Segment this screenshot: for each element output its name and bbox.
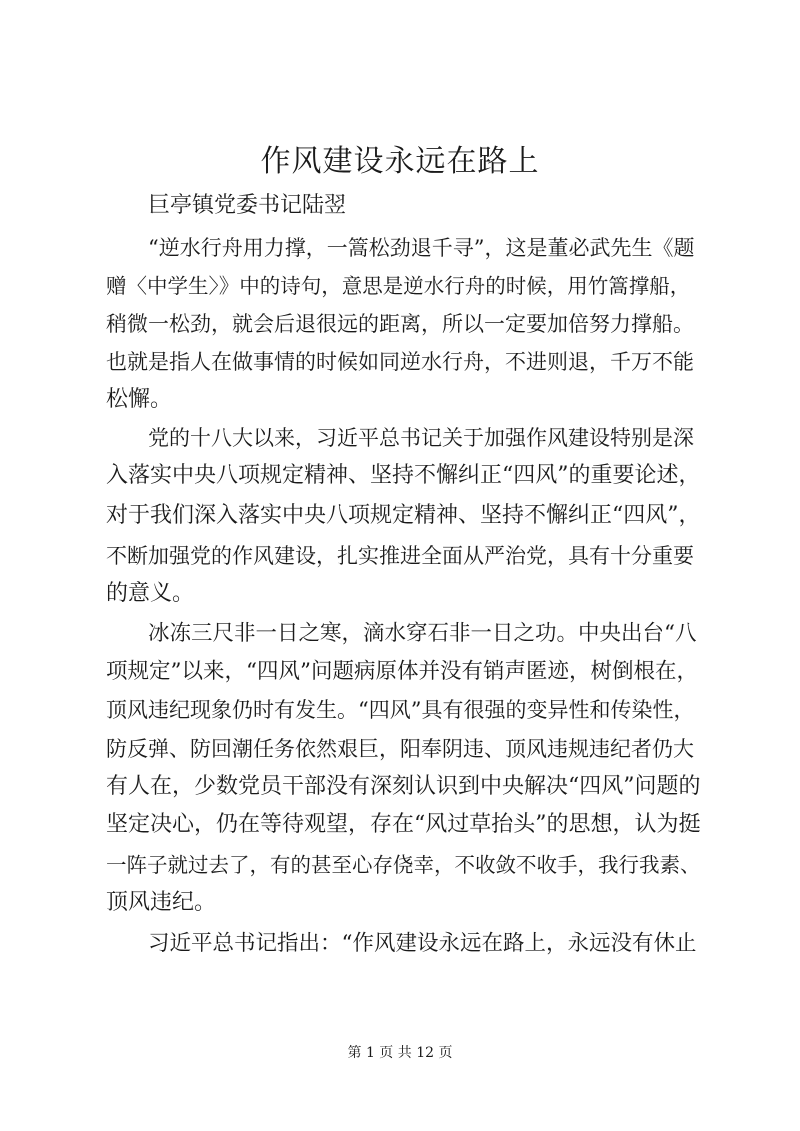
body-line: 坚定决心，仍在等待观望，存在“风过草抬头”的思想，认为挺: [106, 812, 701, 837]
body-line: 入落实中央八项规定精神、坚持不懈纠正“四风”的重要论述，: [106, 463, 701, 488]
body-line: 冰冻三尺非一日之寒，滴水穿石非一日之功。中央出台“八: [148, 621, 697, 646]
author-line: 巨亭镇党委书记陆翌: [148, 193, 347, 218]
body-line: 防反弹、防回潮任务依然艰巨，阳奉阴违、顶风违规违纪者仍大: [106, 737, 694, 761]
body-line: 的意义。: [106, 581, 195, 606]
body-line: “逆水行舟用力撑，一篙松劲退千寻”，这是董必武先生《题: [148, 236, 695, 260]
body-line: 松懈。: [106, 387, 173, 412]
body-line: 对于我们深入落实中央八项规定精神、坚持不懈纠正“四风”，: [106, 503, 701, 528]
body-line: 习近平总书记指出：“作风建设永远在路上，永远没有休止: [148, 931, 697, 956]
body-line: 有人在，少数党员干部没有深刻认识到中央解决“四风”问题的: [106, 774, 701, 799]
body-line: 党的十八大以来，习近平总书记关于加强作风建设特别是深: [148, 426, 694, 450]
page-number-footer: 第 1 页 共 12 页: [347, 1045, 453, 1061]
body-line: 赠〈中学生〉》中的诗句，意思是逆水行舟的时候，用竹篙撑船，: [106, 274, 691, 298]
body-line: 项规定”以来，“四风”问题病原体并没有销声匿迹，树倒根在，: [106, 659, 698, 684]
body-line: 不断加强党的作风建设，扎实推进全面从严治党，具有十分重要: [106, 544, 694, 568]
body-line: 稍微一松劲，就会后退很远的距离，所以一定要加倍努力撑船。: [106, 312, 694, 336]
body-line: 顶风违纪现象仍时有发生。“四风”具有很强的变异性和传染性，: [106, 698, 695, 722]
body-line: 顶风违纪。: [106, 890, 217, 915]
body-line: 也就是指人在做事情的时候如同逆水行舟，不进则退，千万不能: [106, 350, 694, 374]
document-title: 作风建设永远在路上: [260, 144, 540, 179]
body-line: 一阵子就过去了，有的甚至心存侥幸，不收敛不收手，我行我素、: [106, 853, 701, 877]
